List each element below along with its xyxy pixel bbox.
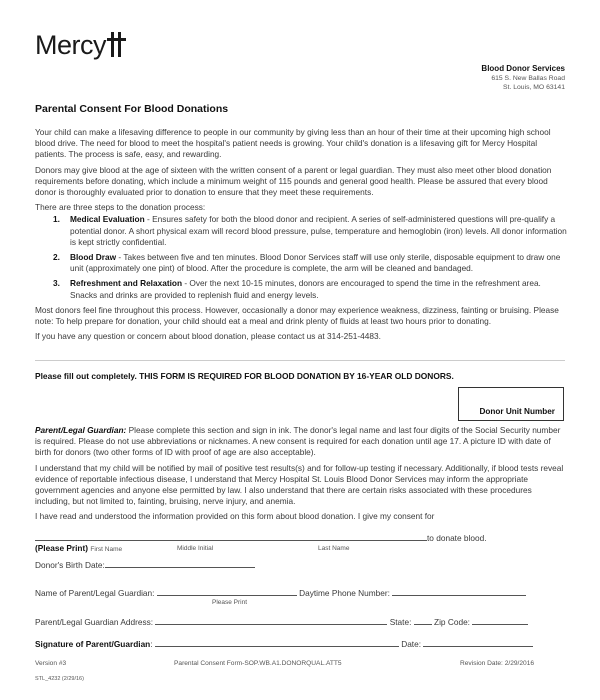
guardian-section [35, 425, 567, 527]
zip-label: Zip Code: [434, 617, 470, 627]
guardian-name-label: Name of Parent/Legal Guardian: [35, 588, 155, 598]
address-line1: 615 S. New Ballas Road [491, 75, 565, 83]
zip-field[interactable] [472, 615, 528, 625]
step-title: Blood Draw [70, 252, 117, 263]
required-notice: Please fill out completely. THIS FORM IS REQUIRED FOR BLOOD DONATION BY 16-YEAR OLD DONORS. [35, 371, 454, 381]
first-name-label: First Name [90, 546, 123, 553]
form-id: Parental Consent Form-SOP.WB.A1.DONORQUAL.ATT5 [174, 660, 342, 667]
phone-field[interactable] [392, 586, 526, 596]
last-name-label: Last Name [318, 545, 350, 552]
steps-list [35, 214, 567, 300]
intro-paragraph: Your child can make a lifesaving difference to people in our community by giving less than an hour of their time at their upcoming high school blood drive. The need for blood to meet the hospital's patient needs is growing. Your child's donation is a lifesaving gift for Mercy Hospital patients. The process is safe, easy, and rewarding. [35, 127, 551, 160]
middle-initial-label: Middle Initial [177, 545, 214, 552]
address-line2: St. Louis, MO 63141 [503, 84, 565, 92]
revision-date: Revision Date: 2/29/2016 [460, 660, 535, 667]
guardian-name-row [35, 586, 526, 599]
name-labels [35, 543, 122, 555]
signature-label: Signature of Parent/Guardian [35, 639, 151, 649]
step-title: Refreshment and Relaxation [70, 278, 183, 289]
step-item [35, 252, 567, 274]
form-code: STL_4232 (2/29/16) [35, 676, 84, 682]
birth-date-row [35, 558, 255, 571]
please-print-label: (Please Print) [35, 543, 89, 553]
donor-name-field[interactable] [35, 531, 427, 541]
donor-unit-label: Donor Unit Number [479, 406, 555, 416]
guardian-paragraph: I have read and understood the information provided on this form about blood donation. I give my consent for [35, 511, 435, 522]
step-text: - Ensures safety for both the blood donor and recipient. A series of self-administered questions will pre-qualify a potential donor. A short physical exam will record blood pressure, pulse, temperature and hemoglobin (iron) levels. All donor information is kept strictly confidential. [70, 214, 567, 247]
step-item [35, 214, 567, 248]
mercy-logo [35, 30, 127, 60]
step-text: - Over the next 10-15 minutes, donors are encouraged to spend the time in the refreshment area. Snacks and drinks are provided to replenish fluid and energy levels. [70, 278, 541, 300]
phone-label: Daytime Phone Number: [299, 588, 390, 598]
guardian-name-field[interactable] [157, 586, 297, 596]
intro-paragraph: Donors may give blood at the age of sixteen with the written consent of a parent or legal guardian. They must also meet other blood donation requirements before donating, which include a minimum weight of 115 pounds and general good health. Please be assured that every blood donor is thoroughly evaluated prior to donation to ensure that they meet these requirements. [35, 164, 552, 198]
birth-date-label: Donor's Birth Date: [35, 560, 105, 570]
address-label: Parent/Legal Guardian Address: [35, 617, 154, 627]
header-address [440, 63, 565, 92]
to-donate-label: to donate blood. [427, 533, 487, 543]
logo-text: Mercy [35, 30, 106, 60]
guardian-paragraph [35, 425, 567, 459]
address-row [35, 615, 528, 628]
state-label: State: [389, 617, 412, 627]
donor-unit-number-box[interactable] [458, 387, 564, 421]
step-text: - Takes between five and ten minutes. Blood Donor Services staff will use only sterile, disposable equipment to draw one unit (approximately one pint) of blood. After the procedure is complete, the arm will be cleaned and bandaged. [70, 252, 561, 274]
signature-field[interactable] [155, 637, 399, 647]
signature-row: Signature of Parent/Guardian: Date: [35, 637, 533, 650]
version-label: Version #3 [35, 660, 67, 667]
department-name: Blood Donor Services [481, 64, 565, 73]
guardian-lead: Parent/Legal Guardian: [35, 425, 127, 435]
guardian-paragraph: I understand that my child will be notified by mail of positive test results(s) and for follow-up testing if necessary. Additionally, if blood tests reveal evidence of reportable infectious disease, I understand that Mercy Hospital St. Louis Blood Donor Services may inform the appropriate government agencies and anyone else permitted by law. I also understand that there are certain risks associated with these procedures including, but not limited to, fainting, bruising, nerve injury, and anemia. [35, 462, 564, 507]
state-field[interactable] [414, 615, 432, 625]
contact-line: If you have any question or concern about blood donation, please contact us at 314-251-4483. [35, 331, 381, 342]
step-number: 3. [53, 278, 60, 289]
date-label: Date: [401, 639, 422, 649]
page-title: Parental Consent For Blood Donations [35, 103, 229, 115]
step-item [35, 278, 567, 300]
after-steps-paragraph: Most donors feel fine throughout this process. However, occasionally a donor may experience weakness, dizziness, fainting or bruising. Please note: To help prepare for donation, your child should eat a meal and drink plenty of fluids at least two hours prior to donating. [35, 304, 559, 327]
address-field[interactable] [155, 615, 387, 625]
step-number: 1. [53, 214, 60, 225]
step-number: 2. [53, 252, 60, 263]
divider [35, 360, 565, 361]
intro-body [35, 127, 567, 346]
steps-intro: There are three steps to the donation process: [35, 202, 206, 213]
date-field[interactable] [423, 637, 533, 647]
step-title: Medical Evaluation [70, 214, 145, 225]
cross-icon [107, 30, 127, 60]
birth-date-field[interactable] [105, 558, 255, 568]
guardian-text: Please complete this section and sign in ink. The donor's legal name and last four digits of the Social Security number is required. Please do not use abbreviations or nicknames. A new consent is required for each donation until age 17. A picture ID with date of birth for donors (two other forms of ID with proof of age are also acceptable). [35, 425, 561, 458]
please-print-hint: Please Print [212, 599, 248, 606]
